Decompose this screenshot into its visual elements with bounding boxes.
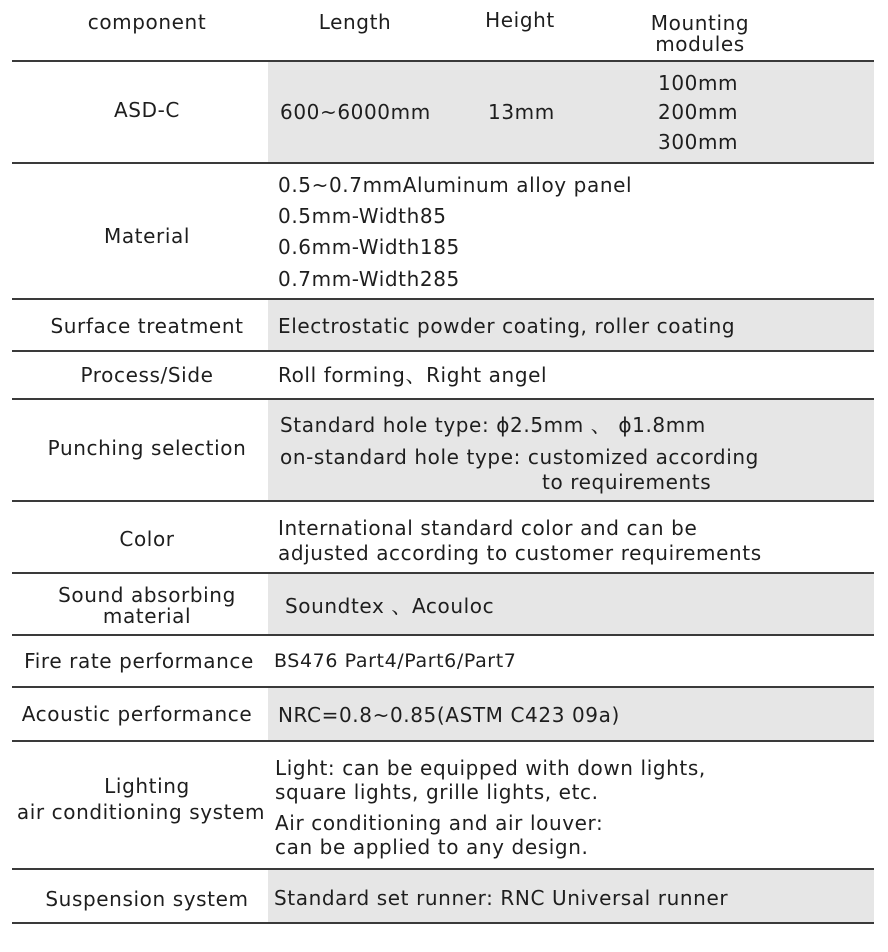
color-label: Color bbox=[119, 527, 175, 551]
asdc-label: ASD-C bbox=[114, 98, 180, 122]
surface-value: Electrostatic powder coating, roller coating bbox=[278, 314, 736, 338]
row-divider bbox=[12, 500, 874, 502]
lighting-label-line-1: Lighting bbox=[104, 774, 190, 798]
header-height: Height bbox=[485, 8, 555, 32]
asdc-module-2: 200mm bbox=[658, 100, 739, 124]
color-line-1: International standard color and can be bbox=[278, 516, 698, 540]
material-line-1: 0.5~0.7mmAluminum alloy panel bbox=[278, 173, 633, 197]
header-mounting: Mounting bbox=[650, 11, 750, 35]
header-component: component bbox=[87, 10, 207, 34]
lighting-line-2: square lights, grille lights, etc. bbox=[275, 780, 599, 804]
row-divider bbox=[12, 922, 874, 924]
process-label: Process/Side bbox=[80, 363, 214, 387]
sound-label-line-2: material bbox=[102, 604, 192, 628]
material-line-3: 0.6mm-Width185 bbox=[278, 235, 460, 259]
lighting-line-1: Light: can be equipped with down lights, bbox=[275, 756, 706, 780]
asdc-length: 600~6000mm bbox=[280, 100, 431, 124]
header-length: Length bbox=[318, 10, 392, 34]
lighting-line-4: can be applied to any design. bbox=[275, 835, 589, 859]
header-modules: modules bbox=[655, 32, 745, 56]
surface-label: Surface treatment bbox=[50, 314, 244, 338]
fire-value: BS476 Part4/Part6/Part7 bbox=[274, 650, 517, 672]
suspension-label: Suspension system bbox=[45, 887, 249, 911]
lighting-line-3: Air conditioning and air louver: bbox=[275, 811, 604, 835]
suspension-value: Standard set runner: RNC Universal runner bbox=[274, 886, 729, 910]
asdc-module-3: 300mm bbox=[658, 130, 739, 154]
row-divider bbox=[12, 350, 874, 352]
sound-label-line-1: Sound absorbing bbox=[58, 583, 236, 607]
row-divider bbox=[12, 868, 874, 870]
acoustic-value: NRC=0.8~0.85(ASTM C423 09a) bbox=[278, 703, 620, 727]
row-divider bbox=[12, 572, 874, 574]
punching-line-1: Standard hole type: ϕ2.5mm 、 ϕ1.8mm bbox=[280, 413, 706, 437]
row-divider bbox=[12, 740, 874, 742]
punching-line-2: on-standard hole type: customized according bbox=[280, 445, 759, 469]
asdc-height: 13mm bbox=[488, 100, 555, 124]
sound-value: Soundtex 、Acouloc bbox=[285, 594, 495, 618]
row-divider bbox=[12, 398, 874, 400]
row-divider bbox=[12, 298, 874, 300]
acoustic-label: Acoustic performance bbox=[21, 702, 253, 726]
material-line-2: 0.5mm-Width85 bbox=[278, 204, 447, 228]
punching-label: Punching selection bbox=[47, 436, 247, 460]
asdc-module-1: 100mm bbox=[658, 71, 739, 95]
fire-label: Fire rate performance bbox=[24, 649, 254, 673]
color-line-2: adjusted according to customer requirements bbox=[278, 541, 762, 565]
material-line-4: 0.7mm-Width285 bbox=[278, 267, 460, 291]
punching-line-3: to requirements bbox=[542, 470, 712, 494]
row-divider bbox=[12, 60, 874, 62]
row-divider bbox=[12, 634, 874, 636]
row-divider bbox=[12, 686, 874, 688]
material-label: Material bbox=[103, 224, 191, 248]
row-divider bbox=[12, 162, 874, 164]
process-value: Roll forming、Right angel bbox=[278, 363, 548, 387]
lighting-label-line-2: air conditioning system bbox=[16, 800, 266, 824]
